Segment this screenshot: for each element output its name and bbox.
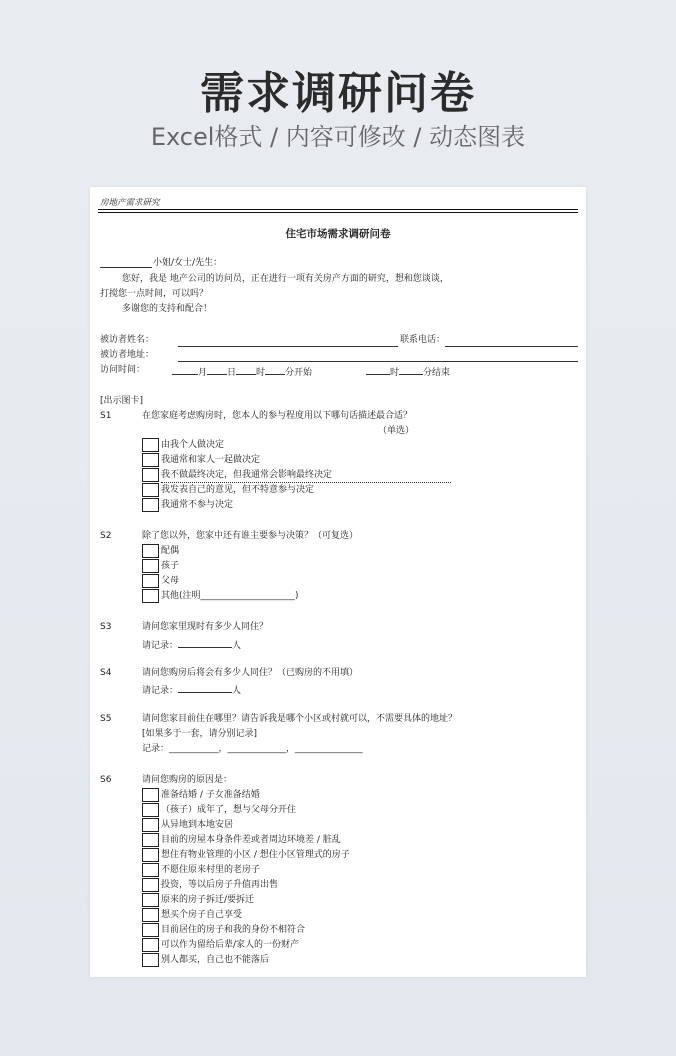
s6-checkbox[interactable] <box>142 788 159 802</box>
s6-option: 不愿住原来村里的老房子 <box>161 865 261 875</box>
month-label: 月 <box>198 368 208 378</box>
s1-checkbox[interactable] <box>142 498 159 512</box>
hour-field[interactable] <box>236 363 256 375</box>
s6-option: 目前居住的房子和我的身份不相符合 <box>161 925 306 935</box>
address-label: 被访者地址： <box>100 350 155 360</box>
name-field[interactable] <box>178 346 398 347</box>
minute-start-field[interactable] <box>265 363 285 375</box>
s1-checkbox[interactable] <box>142 453 159 467</box>
s4-number: S4 <box>100 668 112 678</box>
name-label: 被访者姓名： <box>100 335 155 345</box>
show-card-note: [出示图卡] <box>100 396 144 406</box>
hour-end-label: 时 <box>390 368 400 378</box>
s1-option: 我通常和家人一起做决定 <box>161 455 261 465</box>
s2-question: 除了您以外，您家中还有谁主要参与决策？（可复选） <box>142 531 359 541</box>
visit-time-row <box>172 363 312 381</box>
s6-option: 从异地到本地安居 <box>161 820 234 830</box>
s6-option: 别人都买，自己也不能落后 <box>161 955 270 965</box>
s1-checkbox[interactable] <box>142 438 159 452</box>
s6-checkbox[interactable] <box>142 923 159 937</box>
s6-checkbox[interactable] <box>142 878 159 892</box>
s6-number: S6 <box>100 775 112 785</box>
s1-option: 我发表自己的意见，但不特意参与决定 <box>161 485 315 495</box>
s1-option: 我通常不参与决定 <box>161 500 234 510</box>
s5-number: S5 <box>100 714 112 724</box>
s6-checkbox[interactable] <box>142 938 159 952</box>
greeting-suffix: 小姐/女士/先生： <box>153 258 223 268</box>
s2-checkbox[interactable] <box>142 574 159 588</box>
s6-checkbox[interactable] <box>142 818 159 832</box>
s3-record-label: 请记录： <box>142 641 179 651</box>
s6-checkbox[interactable] <box>142 953 159 967</box>
doc-title: 住宅市场需求调研问卷 <box>285 228 391 240</box>
s6-checkbox[interactable] <box>142 848 159 862</box>
s5-question: 请问您家目前住在哪里？请告诉我是哪个小区或村就可以，不需要具体的地址？ <box>142 714 458 724</box>
s3-unit: 人 <box>232 641 242 651</box>
s2-option: 配偶 <box>161 546 180 556</box>
phone-field[interactable] <box>445 346 578 347</box>
visit-end-row <box>366 363 450 381</box>
s1-option: 我不做最终决定，但我通常会影响最终决定 <box>161 470 333 480</box>
s1-number: S1 <box>100 411 112 421</box>
s6-option: 想买个房子自己享受 <box>161 910 243 920</box>
s6-checkbox[interactable] <box>142 863 159 877</box>
s6-option: 准备结婚 / 子女准备结婚 <box>161 790 260 800</box>
s6-checkbox[interactable] <box>142 893 159 907</box>
intro-line-2: 打搅您一点时间，可以吗？ <box>100 289 209 299</box>
s1-checkbox[interactable] <box>142 468 159 482</box>
greeting-name-blank[interactable] <box>100 267 152 268</box>
intro-line-3: 多谢您的支持和配合！ <box>122 304 213 314</box>
s6-checkbox[interactable] <box>142 833 159 847</box>
visit-time-label: 访问时间： <box>100 365 146 375</box>
phone-label: 联系电话： <box>400 335 446 345</box>
header-rule-thin <box>98 212 578 213</box>
day-label: 日 <box>227 368 237 378</box>
hour-label: 时 <box>256 368 266 378</box>
document-sheet <box>90 187 586 977</box>
s6-option: 原来的房子拆迁/要拆迁 <box>161 895 255 905</box>
s4-question: 请问您购房后将会有多少人同住？（已购房的不用填） <box>142 668 359 678</box>
s6-option: 目前的房屋本身条件差或者周边环境差 / 脏乱 <box>161 835 341 845</box>
s2-checkbox[interactable] <box>142 559 159 573</box>
minute-start-label: 分开始 <box>285 368 313 378</box>
s6-checkbox[interactable] <box>142 803 159 817</box>
s1-checkbox[interactable] <box>142 483 159 497</box>
minute-end-label: 分结束 <box>423 368 451 378</box>
s2-checkbox[interactable] <box>142 544 159 558</box>
s2-option: 孩子 <box>161 561 180 571</box>
s6-option: 想住有物业管理的小区 / 想住小区管理式的房子 <box>161 850 350 860</box>
s2-option: 父母 <box>161 576 180 586</box>
hour-end-field[interactable] <box>366 363 390 375</box>
s6-question: 请问您购房的原因是： <box>142 775 233 785</box>
s4-record-row <box>142 681 241 699</box>
s2-number: S2 <box>100 531 112 541</box>
s6-option: 可以作为留给后辈/家人的一份财产 <box>161 940 300 950</box>
s3-record-field[interactable] <box>178 636 232 648</box>
s3-record-row <box>142 636 241 654</box>
s6-option: 投资，等以后房子升值再出售 <box>161 880 279 890</box>
s1-note: （单选） <box>378 426 415 436</box>
hero-subtitle: Excel格式 / 内容可修改 / 动态图表 <box>150 123 526 151</box>
s1-option: 由我个人做决定 <box>161 440 225 450</box>
intro-line-1: 您好，我是 地产公司的访问员，正在进行一项有关房产方面的研究，想和您谈谈， <box>122 274 449 284</box>
s1-question: 在您家庭考虑购房时，您本人的参与程度用以下哪句话描述最合适？ <box>142 411 413 421</box>
doc-header: 房地产需求研究 <box>100 198 160 208</box>
s3-number: S3 <box>100 622 112 632</box>
day-field[interactable] <box>207 363 227 375</box>
s4-record-field[interactable] <box>178 681 232 693</box>
s5-record[interactable]: 记录：___________，_____________，_______________ <box>142 744 363 754</box>
s6-checkbox[interactable] <box>142 908 159 922</box>
s5-note: [如果多于一套，请分别记录] <box>142 729 258 739</box>
minute-end-field[interactable] <box>399 363 423 375</box>
s4-record-label: 请记录： <box>142 686 179 696</box>
s6-option: （孩子）成年了，想与父母分开住 <box>161 805 297 815</box>
address-field[interactable] <box>178 361 578 362</box>
header-rule <box>98 209 578 210</box>
hero-title: 需求调研问卷 <box>200 68 476 119</box>
s3-question: 请问您家里现时有多少人同住？ <box>142 622 269 632</box>
month-field[interactable] <box>172 363 198 375</box>
s2-checkbox[interactable] <box>142 589 159 603</box>
s4-unit: 人 <box>232 686 242 696</box>
s2-option: 其他(注明_____________________) <box>161 591 299 601</box>
